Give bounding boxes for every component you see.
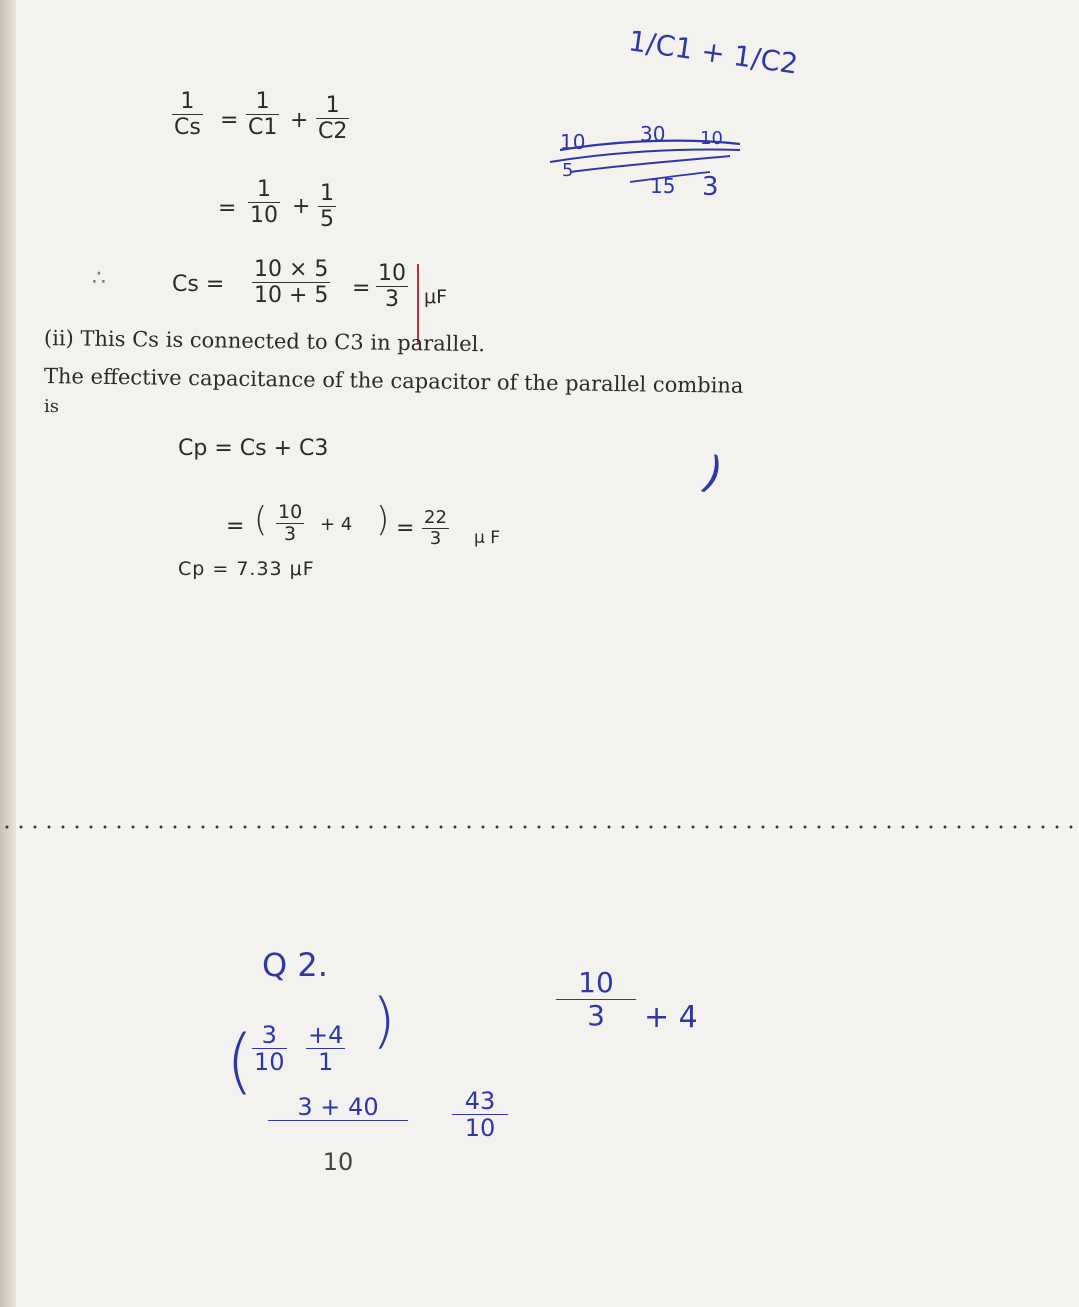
fraction-1-over-c2: 1 C2	[318, 93, 348, 145]
handwritten-reciprocal-sum: 1/C1 + 1/C2	[626, 24, 800, 81]
statement-ii: (ii) This Cs is connected to C3 in parallel.	[43, 326, 486, 357]
fraction-10-over-3-b: 10 3	[278, 501, 303, 545]
fraction-product-over-sum: 10 × 5 10 + 5	[254, 257, 329, 309]
fraction-22-over-3: 22 3	[424, 507, 447, 549]
statement-effective: The effective capacitance of the capacitor of the parallel combina	[43, 364, 744, 398]
fraction-1-over-c1: 1 C1	[248, 89, 278, 141]
fraction-1-over-cs: 1 Cs	[174, 89, 201, 141]
handwritten-question-label: Q 2.	[262, 946, 328, 984]
fraction-10-over-3: 10 3	[378, 261, 406, 313]
statement-is: is	[44, 396, 59, 417]
fraction-1-over-5: 1 5	[320, 181, 334, 233]
scribble-strike-lines	[540, 120, 750, 190]
equation-parallel-result: Cp = 7.33 μF	[178, 558, 315, 580]
dotted-separator	[0, 824, 1079, 830]
fraction-1-over-10: 1 10	[250, 177, 278, 229]
page-edge-shadow	[0, 0, 16, 1307]
equation-parallel-formula: Cp = Cs + C3	[178, 436, 329, 461]
handwritten-arc: )	[695, 446, 730, 501]
